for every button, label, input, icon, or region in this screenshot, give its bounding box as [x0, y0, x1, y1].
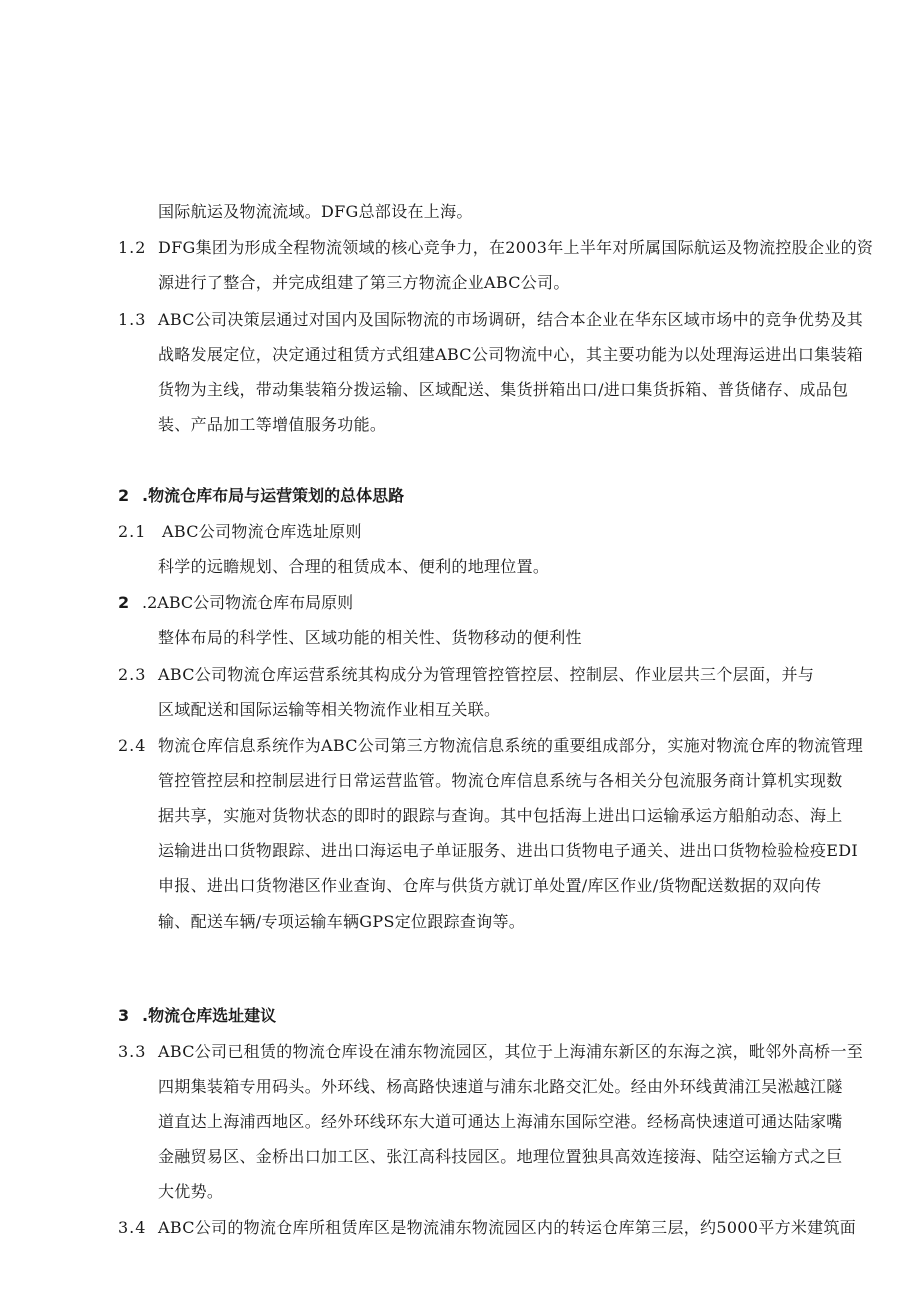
paragraph-line: 金融贸易区、金桥出口加工区、张江高科技园区。地理位置独具高效连接海、陆空运输方式之巨 — [158, 1147, 843, 1166]
paragraph-line: 源进行了整合，并完成组建了第三方物流企业ABC公司。 — [158, 273, 570, 292]
item-number: 1.3 — [118, 310, 147, 329]
paragraph-line: ABC公司物流仓库选址原则 — [162, 522, 362, 541]
paragraph-line: 国际航运及物流流域。DFG总部设在上海。 — [158, 202, 473, 221]
section-heading — [118, 1004, 276, 1028]
paragraph-line: ABC公司物流仓库运营系统其构成分为管理管控管控层、控制层、作业层共三个层面，并与 — [158, 665, 815, 684]
item-number: 2.4 — [118, 736, 147, 755]
item-number: 3.4 — [118, 1218, 147, 1237]
paragraph-line: 战略发展定位，决定通过租赁方式组建ABC公司物流中心，其主要功能为以处理海运进出口集装箱 — [158, 345, 864, 364]
paragraph-line: 四期集装箱专用码头。外环线、杨高路快速道与浦东北路交汇处。经由外环线黄浦江吴淞越江隧 — [158, 1077, 843, 1096]
paragraph-line: 运输进出口货物跟踪、进出口海运电子单证服务、进出口货物电子通关、进出口货物检验检疫EDI — [158, 841, 859, 860]
paragraph-line: 大优势。 — [158, 1182, 224, 1201]
item-number: 2.3 — [118, 665, 147, 684]
section-title: .物流仓库布局与运营策划的总体思路 — [142, 486, 405, 505]
section-title: .物流仓库选址建议 — [142, 1006, 277, 1025]
section-number: 2 — [118, 486, 130, 505]
paragraph-line: 管控管控层和控制层进行日常运营监管。物流仓库信息系统与各相关分包流服务商计算机实现数 — [158, 771, 843, 790]
item-number: 3.3 — [118, 1042, 147, 1061]
section-number: 2 — [118, 593, 130, 612]
subsection-heading — [118, 591, 353, 615]
paragraph-line: ABC公司的物流仓库所租赁库区是物流浦东物流园区内的转运仓库第三层，约5000平方米建筑面 — [158, 1218, 857, 1237]
paragraph-line: 货物为主线，带动集装箱分拨运输、区域配送、集货拼箱出口/进口集货拆箱、普货储存、成品包 — [158, 380, 849, 399]
paragraph-line: 申报、进出口货物港区作业查询、仓库与供货方就订单处置/库区作业/货物配送数据的双向传 — [158, 876, 822, 895]
paragraph-line: DFG集团为形成全程物流领域的核心竞争力，在2003年上半年对所属国际航运及物流控股企业的资 — [158, 238, 874, 257]
paragraph-line: 区域配送和国际运输等相关物流作业相互关联。 — [158, 700, 501, 719]
paragraph-line: 科学的远瞻规划、合理的租赁成本、便利的地理位置。 — [158, 557, 550, 576]
item-number: 2.1 — [118, 522, 147, 541]
paragraph-line: ABC公司已租赁的物流仓库设在浦东物流园区，其位于上海浦东新区的东海之滨，毗邻外高桥一至 — [158, 1042, 864, 1061]
paragraph-line: 道直达上海浦西地区。经外环线环东大道可通达上海浦东国际空港。经杨高快速道可通达陆家嘴 — [158, 1112, 843, 1131]
paragraph-line: 输、配送车辆/专项运输车辆GPS定位跟踪查询等。 — [158, 912, 526, 931]
item-number: 1.2 — [118, 238, 147, 257]
paragraph-line: 装、产品加工等增值服务功能。 — [158, 415, 387, 434]
paragraph-line: 物流仓库信息系统作为ABC公司第三方物流信息系统的重要组成部分，实施对物流仓库的物流管理 — [158, 736, 864, 755]
paragraph-line: ABC公司决策层通过对国内及国际物流的市场调研，结合本企业在华东区域市场中的竞争优势及其 — [158, 310, 864, 329]
paragraph-line: 据共享，实施对货物状态的即时的跟踪与查询。其中包括海上进出口运输承运方船舶动态、海上 — [158, 806, 843, 825]
subsection-title: .2ABC公司物流仓库布局原则 — [142, 593, 354, 612]
section-heading — [118, 484, 404, 508]
section-number: 3 — [118, 1006, 130, 1025]
paragraph-line: 整体布局的科学性、区域功能的相关性、货物移动的便利性 — [158, 628, 582, 647]
